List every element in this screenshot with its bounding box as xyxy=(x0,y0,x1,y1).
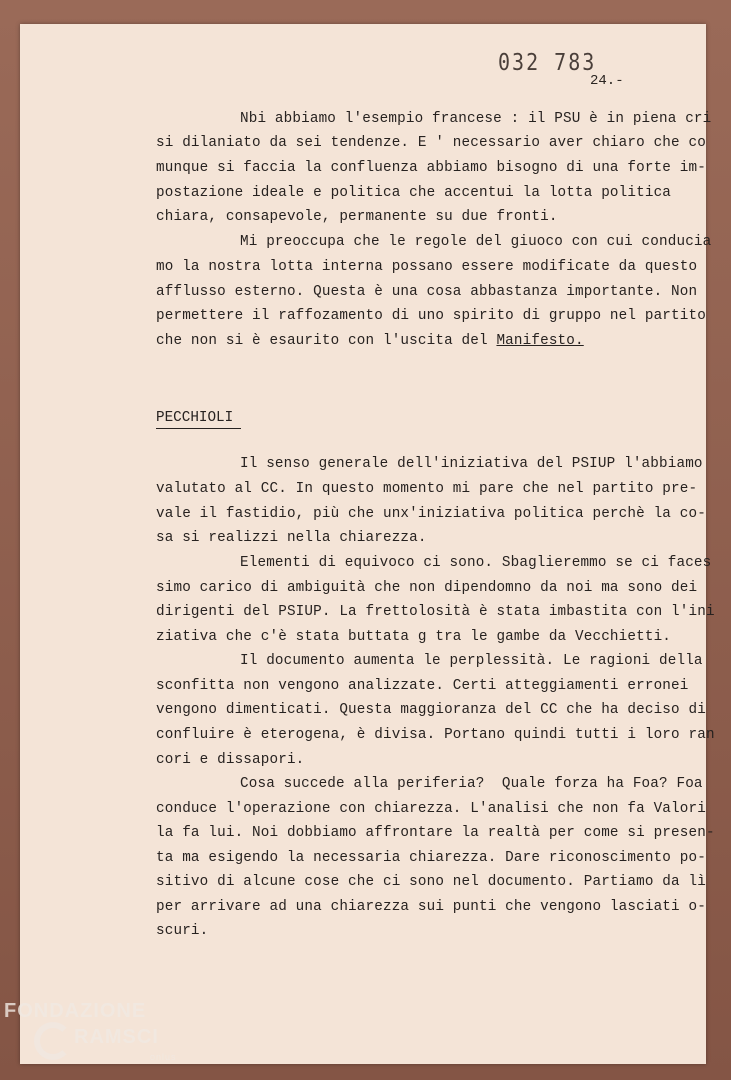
para5-line: Il documento aumenta le perplessità. Le ragioni della xyxy=(240,653,703,669)
para2-line: permettere il raffozamento di uno spirito di gruppo nel partito xyxy=(156,308,706,324)
para1-line: chiara, consapevole, permanente su due fronti. xyxy=(156,209,558,225)
para2-line: afflusso esterno. Questa è una cosa abbastanza importante. Non xyxy=(156,284,698,300)
para1-line: Nbi abbiamo l'esempio francese : il PSU è in piena cri xyxy=(240,111,712,127)
para3-line: valutato al CC. In questo momento mi pare che nel partito pre- xyxy=(156,481,698,497)
para4-line: ziativa che c'è stata buttata g tra le gambe da Vecchietti. xyxy=(156,629,672,645)
para4-line: Elementi di equivoco ci sono. Sbaglieremmo se ci faces xyxy=(240,555,712,571)
para5-line: cori e dissapori. xyxy=(156,752,305,768)
para5-line: sconfitta non vengono analizzate. Certi atteggiamenti erronei xyxy=(156,678,689,694)
watermark-line1: FONDAZIONE xyxy=(4,1000,147,1022)
para1-line: postazione ideale e politica che accentui la lotta politica xyxy=(156,185,672,201)
archive-stamp: 032 783 xyxy=(498,48,597,76)
para6-line: Cosa succede alla periferia? Quale forza ha Foa? Foa xyxy=(240,776,703,792)
para6-line: conduce l'operazione con chiarezza. L'analisi che non fa Valori xyxy=(156,801,706,817)
manifesto-title: Manifesto. xyxy=(496,333,584,349)
para2-line xyxy=(156,333,584,349)
para5-line: confluire è eterogena, è divisa. Portano quindi tutti i loro ran xyxy=(156,727,715,743)
page-number: 24.- xyxy=(590,73,624,89)
gramsci-g-icon xyxy=(34,1022,72,1060)
para4-line: simo carico di ambiguità che non dipendomno da noi ma sono dei xyxy=(156,580,698,596)
para3-line: Il senso generale dell'iniziativa del PSIUP l'abbiamo xyxy=(240,456,703,472)
para2-text: che non si è esaurito con l'uscita del xyxy=(156,333,497,349)
watermark-line3: onlus xyxy=(150,1052,177,1062)
para4-line: dirigenti del PSIUP. La frettolosità è stata imbastita con l'ini xyxy=(156,604,715,620)
para1-line: munque si faccia la confluenza abbiamo bisogno di una forte im- xyxy=(156,160,706,176)
speaker-heading: PECCHIOLI xyxy=(156,410,241,429)
para6-line: sitivo di alcune cose che ci sono nel documento. Partiamo da lì xyxy=(156,874,706,890)
para5-line: vengono dimenticati. Questa maggioranza del CC che ha deciso di xyxy=(156,702,706,718)
para6-line: la fa lui. Noi dobbiamo affrontare la realtà per come si presen- xyxy=(156,825,715,841)
para3-line: vale il fastidio, più che unx'iniziativa politica perchè la co- xyxy=(156,506,706,522)
para6-line: per arrivare ad una chiarezza sui punti che vengono lasciati o- xyxy=(156,899,706,915)
para1-line: si dilaniato da sei tendenze. E ' necessario aver chiaro che co xyxy=(156,135,706,151)
para6-line: scuri. xyxy=(156,923,209,939)
para6-line: ta ma esigendo la necessaria chiarezza. Dare riconoscimento po- xyxy=(156,850,706,866)
para2-line: Mi preoccupa che le regole del giuoco con cui conducia xyxy=(240,234,712,250)
para3-line: sa si realizzi nella chiarezza. xyxy=(156,530,427,546)
watermark-line2: RAMSCI xyxy=(74,1026,159,1048)
para2-line: mo la nostra lotta interna possano essere modificate da questo xyxy=(156,259,698,275)
